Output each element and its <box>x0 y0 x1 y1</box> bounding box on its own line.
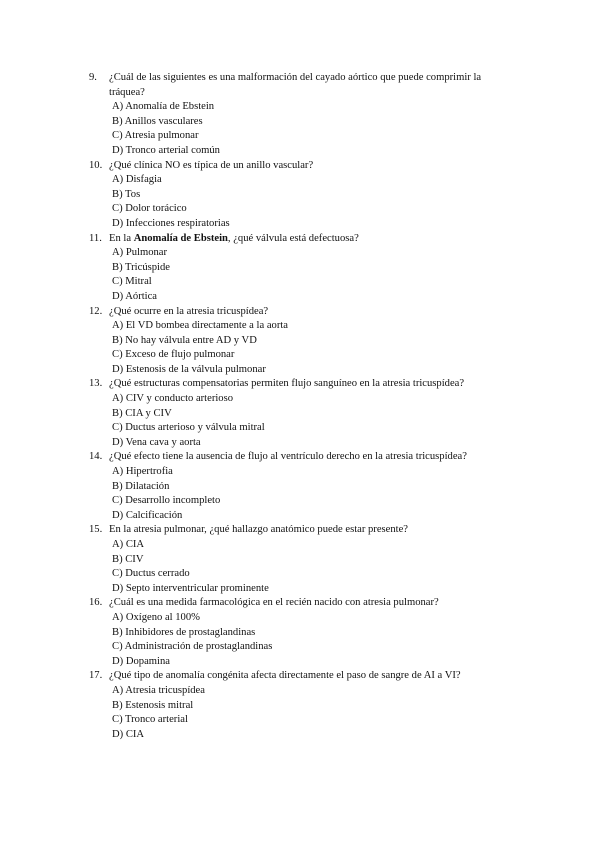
question-11 <box>0 232 600 305</box>
answer-options <box>0 611 600 669</box>
question-text-main: ¿Qué clínica NO es típica de un anillo vascular? <box>109 159 314 171</box>
question-number: 13. <box>89 378 103 390</box>
answer-options <box>0 465 600 523</box>
question-text <box>109 71 509 100</box>
option-a: A) Disfagia <box>112 174 162 186</box>
question-16 <box>0 596 600 669</box>
question-13 <box>0 377 600 450</box>
option-d: D) Estenosis de la válvula pulmonar <box>112 363 266 375</box>
option-b: B) CIV <box>112 553 144 565</box>
question-number: 10. <box>89 159 103 171</box>
question-number: 14. <box>89 451 103 463</box>
question-number: 9. <box>89 72 97 83</box>
option-c: C) Desarrollo incompleto <box>112 495 221 507</box>
option-a: A) CIA <box>112 539 145 550</box>
answer-options <box>0 538 600 596</box>
question-text <box>109 159 509 174</box>
question-stem <box>0 377 600 392</box>
question-10 <box>0 159 600 232</box>
option-b: B) Tos <box>112 188 141 200</box>
question-stem <box>0 523 600 538</box>
question-text <box>109 377 509 392</box>
option-b: B) CIA y CIV <box>112 407 172 419</box>
option-c: C) Ductus cerrado <box>112 568 190 580</box>
answer-options <box>0 684 600 742</box>
question-stem <box>0 669 600 684</box>
question-stem <box>0 305 600 320</box>
question-text-main: En la <box>109 232 134 244</box>
question-text-bold: Anomalía de Ebstein <box>133 232 228 244</box>
option-d: D) Vena cava y aorta <box>112 436 201 448</box>
option-a: A) Atresia tricuspídea <box>112 684 205 696</box>
question-text <box>109 450 509 465</box>
answer-options <box>0 246 600 304</box>
question-9 <box>0 71 600 159</box>
question-text <box>109 669 509 684</box>
question-stem <box>0 232 600 247</box>
answer-options <box>0 173 600 231</box>
question-text-tail: , ¿qué válvula está defectuosa? <box>227 232 359 244</box>
option-b: B) Anillos vasculares <box>112 115 203 127</box>
question-number: 17. <box>89 670 103 682</box>
option-d: D) Infecciones respiratorias <box>112 217 230 229</box>
option-c: C) Exceso de flujo pulmonar <box>112 349 235 361</box>
question-stem <box>0 596 600 611</box>
question-text <box>109 523 509 538</box>
option-a: A) CIV y conducto arterioso <box>112 393 234 405</box>
question-12 <box>0 305 600 378</box>
option-c: C) Atresia pulmonar <box>112 130 199 142</box>
question-stem <box>0 159 600 174</box>
option-b: B) Dilatación <box>112 480 170 492</box>
option-d: D) Tronco arterial común <box>112 144 220 156</box>
option-c: C) Tronco arterial <box>112 714 188 726</box>
option-c: C) Mitral <box>112 276 152 288</box>
option-c: C) Administración de prostaglandinas <box>112 641 273 653</box>
option-a: A) El VD bombea directamente a la aorta <box>112 320 288 332</box>
option-d: D) Aórtica <box>112 290 158 302</box>
option-d: D) Calcificación <box>112 509 183 521</box>
answer-options <box>0 392 600 450</box>
answer-options <box>0 100 600 158</box>
option-a: A) Oxígeno al 100% <box>112 611 200 623</box>
option-b: B) No hay válvula entre AD y VD <box>112 334 257 346</box>
question-text-main: ¿Cuál es una medida farmacológica en el recién nacido con atresia pulmonar? <box>109 597 439 609</box>
option-b: B) Estenosis mitral <box>112 699 194 711</box>
question-number: 12. <box>89 305 103 317</box>
question-number: 16. <box>89 597 103 609</box>
question-text-main: En la atresia pulmonar, ¿qué hallazgo anatómico puede estar presente? <box>109 524 409 536</box>
question-17 <box>0 669 600 742</box>
question-text-main: ¿Qué ocurre en la atresia tricuspídea? <box>109 305 269 317</box>
option-a: A) Hipertrofia <box>112 466 173 478</box>
option-d: D) CIA <box>112 728 145 740</box>
question-text <box>109 596 509 611</box>
question-15 <box>0 523 600 596</box>
option-b: B) Tricúspide <box>112 261 170 273</box>
question-number: 11. <box>89 232 102 244</box>
document-page <box>0 71 600 742</box>
question-text <box>109 305 509 320</box>
answer-options <box>0 319 600 377</box>
question-text <box>109 232 509 247</box>
question-text-main: ¿Qué efecto tiene la ausencia de flujo al ventrículo derecho en la atresia tricuspídea? <box>109 451 467 463</box>
option-c: C) Ductus arterioso y válvula mitral <box>112 422 265 434</box>
question-text-main: ¿Qué tipo de anomalía congénita afecta directamente el paso de sangre de AI a VI? <box>109 670 461 682</box>
question-stem <box>0 450 600 465</box>
question-number: 15. <box>89 524 103 536</box>
question-14 <box>0 450 600 523</box>
question-stem <box>0 71 600 100</box>
question-text-main: ¿Qué estructuras compensatorias permiten flujo sanguíneo en la atresia tricuspídea? <box>109 378 465 390</box>
option-b: B) Inhibidores de prostaglandinas <box>112 626 256 638</box>
option-a: A) Anomalía de Ebstein <box>112 101 215 113</box>
option-c: C) Dolor torácico <box>112 203 187 215</box>
option-d: D) Dopamina <box>112 655 170 667</box>
option-d: D) Septo interventricular prominente <box>112 582 269 594</box>
option-a: A) Pulmonar <box>112 247 168 259</box>
question-text-main: ¿Cuál de las siguientes es una malformación del cayado aórtico que puede comprimir la tráquea? <box>109 72 482 98</box>
